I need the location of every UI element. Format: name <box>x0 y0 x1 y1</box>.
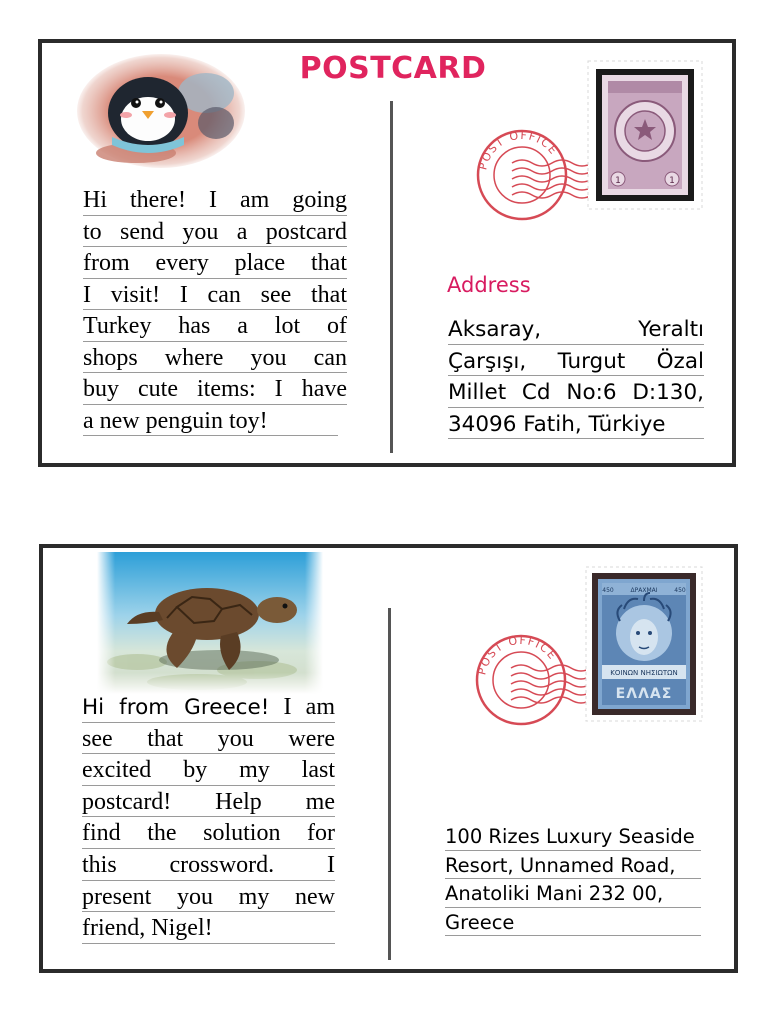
message-line: to send you a postcard <box>83 216 347 248</box>
svg-text:ΚΟΙΝΩΝ ΝΗΣΙΩΤΩΝ: ΚΟΙΝΩΝ ΝΗΣΙΩΤΩΝ <box>610 669 678 677</box>
address-line: Resort, Unnamed Road, <box>445 851 701 880</box>
message-line: I visit! I can see that <box>83 279 347 311</box>
message-line: from every place that <box>83 247 347 279</box>
postcard-greece <box>39 544 738 973</box>
address-line: 34096 Fatih, Türkiye <box>448 408 704 440</box>
address-line: Anatoliki Mani 232 00, <box>445 879 701 908</box>
center-divider <box>388 608 391 960</box>
penguin-toy-image <box>76 53 246 169</box>
stamp-greece <box>584 565 704 728</box>
message-line: Hi there! I am going <box>83 184 347 216</box>
message-line: present you my new <box>82 881 335 913</box>
svg-text:450: 450 <box>674 587 686 594</box>
message-line: excited by my last <box>82 754 335 786</box>
address-label: Address <box>447 273 531 297</box>
message-line: find the solution for <box>82 817 335 849</box>
address-line: 100 Rizes Luxury Seaside <box>445 822 701 851</box>
message-text <box>82 691 335 944</box>
message-line: a new penguin toy! <box>83 405 338 437</box>
svg-text:ΔΡΑΧΜΑΙ: ΔΡΑΧΜΑΙ <box>630 587 658 594</box>
address-text <box>448 313 704 439</box>
sea-turtle-image <box>97 552 323 694</box>
center-divider <box>390 101 393 453</box>
svg-text:POST OFFICE: POST OFFICE <box>475 633 560 677</box>
message-line: Hi from Greece! I am <box>82 691 335 723</box>
address-text <box>445 822 701 936</box>
postcard-title: POSTCARD <box>299 51 487 86</box>
message-line: Turkey has a lot of <box>83 310 347 342</box>
address-line: Çarşışı, Turgut Özal <box>448 345 704 377</box>
message-line: this crossword. I <box>82 849 335 881</box>
svg-text:450: 450 <box>602 587 614 594</box>
svg-text:1: 1 <box>669 176 675 186</box>
address-line: Millet Cd No:6 D:130, <box>448 376 704 408</box>
message-line: postcard! Help me <box>82 786 335 818</box>
address-line: Aksaray, Yeraltı <box>448 313 704 345</box>
stamp-turkey <box>586 59 704 216</box>
svg-text:ΕΛΛΑΣ: ΕΛΛΑΣ <box>615 686 673 702</box>
message-line: friend, Nigel! <box>82 912 335 944</box>
postcard-turkey <box>38 39 736 467</box>
message-line: buy cute items: I have <box>83 373 347 405</box>
svg-text:1: 1 <box>615 176 621 186</box>
address-line: Greece <box>445 908 701 937</box>
message-line: see that you were <box>82 723 335 755</box>
message-text <box>83 184 347 436</box>
message-line: shops where you can <box>83 342 347 374</box>
svg-text:POST OFFICE: POST OFFICE <box>476 128 561 172</box>
